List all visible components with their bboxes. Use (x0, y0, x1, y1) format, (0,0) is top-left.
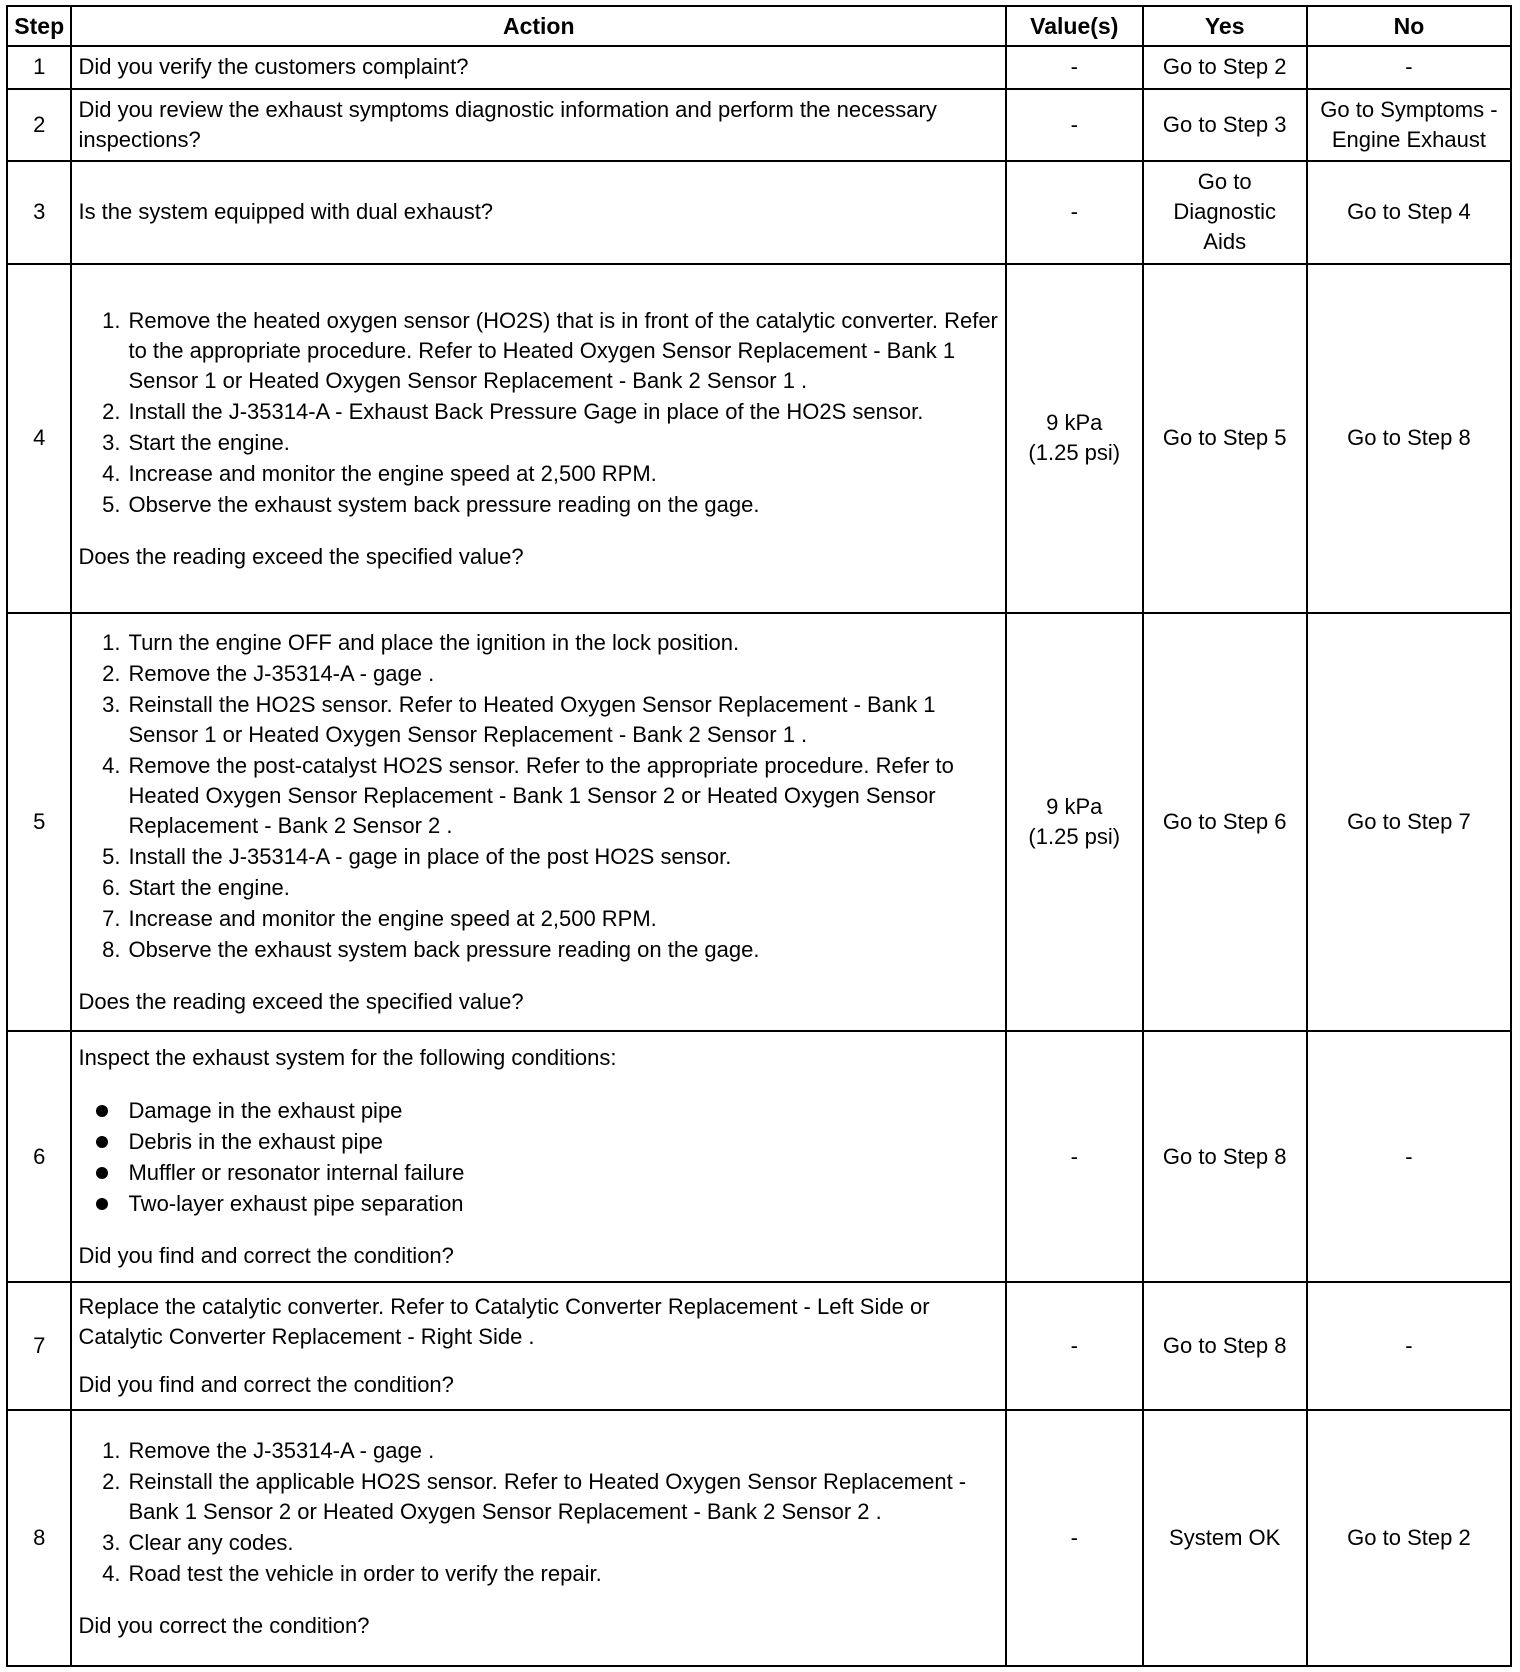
action-cell (71, 1282, 1006, 1410)
item-number: 6. (102, 875, 121, 901)
condition-list (78, 1095, 999, 1219)
step-number: 4 (7, 264, 71, 614)
item-text: Install the J-35314-A - Exhaust Back Pressure Gage in place of the HO2S sensor. (128, 398, 924, 424)
no-link[interactable]: Go to Step 7 (1307, 613, 1511, 1031)
yes-link[interactable]: Go to Diagnostic Aids (1143, 161, 1307, 263)
item-number: 7. (102, 906, 121, 932)
item-number: 1. (102, 1438, 121, 1463)
yes-link[interactable]: System OK (1143, 1410, 1307, 1666)
procedure-item (78, 1435, 999, 1466)
item-text: Observe the exhaust system back pressure reading on the gage. (128, 937, 760, 963)
item-text: Road test the vehicle in order to verify the repair. (128, 1561, 602, 1586)
item-number: 1. (102, 630, 121, 656)
header-values: Value(s) (1006, 6, 1142, 46)
yes-link[interactable]: Go to Step 8 (1143, 1282, 1307, 1410)
value-psi: (1.25 psi) (1028, 440, 1121, 466)
header-step: Step (7, 6, 71, 46)
table-row-step-6 (7, 1031, 1511, 1282)
step-number: 6 (7, 1031, 71, 1282)
no-link[interactable]: Go to Step 8 (1307, 264, 1511, 614)
header-action: Action (71, 6, 1006, 46)
procedure-item (78, 872, 999, 903)
table-row-step-1 (7, 46, 1511, 89)
procedure-item (78, 427, 999, 458)
no-cell: - (1307, 1031, 1511, 1282)
table-row-step-2 (7, 89, 1511, 162)
value-cell: - (1006, 1410, 1142, 1666)
item-text: Start the engine. (128, 429, 290, 455)
step-number: 2 (7, 89, 71, 162)
item-text: Install the J-35314-A - gage in place of the post HO2S sensor. (128, 844, 732, 870)
action-cell (71, 613, 1006, 1031)
no-link[interactable]: Go to Symptoms - Engine Exhaust (1307, 89, 1511, 162)
item-text: Observe the exhaust system back pressure reading on the gage. (128, 491, 760, 517)
item-number: 2. (102, 661, 121, 687)
table-row-step-7 (7, 1282, 1511, 1410)
no-cell: - (1307, 46, 1511, 89)
step-number: 3 (7, 161, 71, 263)
item-number: 4. (102, 753, 121, 779)
item-text: Reinstall the applicable HO2S sensor. Refer to Heated Oxygen Sensor Replacement - Bank 1 Sensor 2 or Heated Oxygen Sensor Replacement - Bank 2 Sensor 2 . (128, 1469, 967, 1524)
item-text: Remove the post-catalyst HO2S sensor. Refer to the appropriate procedure. Refer to Heated Oxygen Sensor Replacement - Bank 1 Sensor 2 or Heated Oxygen Sensor Replacement - Bank 2 Sensor 2 . (128, 753, 954, 839)
action-cell (71, 1031, 1006, 1282)
action-text: Did you verify the customers complaint? (71, 46, 1006, 89)
value-cell: - (1006, 1282, 1142, 1410)
item-number: 3. (102, 429, 121, 455)
step-number: 7 (7, 1282, 71, 1410)
procedure-item (78, 750, 999, 841)
procedure-item (78, 305, 999, 396)
item-text: Clear any codes. (128, 1530, 294, 1555)
item-number: 8. (102, 937, 121, 963)
item-number: 5. (102, 844, 121, 870)
header-no: No (1307, 6, 1511, 46)
table-row-step-5 (7, 613, 1511, 1031)
question-text: Does the reading exceed the specified value? (78, 543, 524, 569)
diagnostic-table (6, 5, 1512, 1667)
procedure-list (78, 1435, 999, 1589)
value-cell: - (1006, 161, 1142, 263)
procedure-item (78, 489, 999, 520)
item-number: 3. (102, 1530, 121, 1555)
intro-text: Inspect the exhaust system for the following conditions: (78, 1044, 617, 1070)
condition-item: Muffler or resonator internal failure (78, 1157, 999, 1188)
no-link[interactable]: Go to Step 4 (1307, 161, 1511, 263)
intro-text: Replace the catalytic converter. Refer to Catalytic Converter Replacement - Left Side or Catalytic Converter Replacement - Right Side . (78, 1294, 930, 1350)
yes-link[interactable]: Go to Step 6 (1143, 613, 1307, 1031)
value-psi: (1.25 psi) (1028, 824, 1121, 850)
condition-item: Debris in the exhaust pipe (78, 1126, 999, 1157)
item-text: Reinstall the HO2S sensor. Refer to Heated Oxygen Sensor Replacement - Bank 1 Sensor 1 or Heated Oxygen Sensor Replacement - Bank 2 Sensor 1 . (128, 692, 936, 748)
value-cell: - (1006, 89, 1142, 162)
table-row-step-4 (7, 264, 1511, 614)
procedure-item (78, 396, 999, 427)
item-number: 4. (102, 1561, 121, 1586)
value-cell: - (1006, 46, 1142, 89)
procedure-item (78, 458, 999, 489)
question-text: Does the reading exceed the specified value? (78, 989, 524, 1015)
procedure-item (78, 1466, 999, 1527)
item-number: 4. (102, 460, 121, 486)
table-row-step-8 (7, 1410, 1511, 1666)
action-cell (71, 1410, 1006, 1666)
table-row-step-3 (7, 161, 1511, 263)
action-text: Did you review the exhaust symptoms diagnostic information and perform the necessary inspections? (71, 89, 1006, 162)
question-text: Did you correct the condition? (78, 1613, 370, 1638)
step-number: 5 (7, 613, 71, 1031)
no-cell: - (1307, 1282, 1511, 1410)
procedure-list (78, 305, 999, 520)
item-number: 2. (102, 1469, 121, 1494)
yes-link[interactable]: Go to Step 2 (1143, 46, 1307, 89)
procedure-item (78, 934, 999, 965)
procedure-item (78, 1558, 999, 1589)
item-text: Remove the heated oxygen sensor (HO2S) that is in front of the catalytic converter. Refer to the appropriate procedure. Refer to Heated Oxygen Sensor Replacement - Bank 1 Sensor 1 or Heated Oxygen Sensor Replacement - Bank 2 Sensor 1 . (128, 307, 998, 393)
item-text: Increase and monitor the engine speed at 2,500 RPM. (128, 906, 657, 932)
question-text: Did you find and correct the condition? (78, 1372, 454, 1398)
item-number: 2. (102, 398, 121, 424)
action-text: Is the system equipped with dual exhaust? (71, 161, 1006, 263)
item-text: Start the engine. (128, 875, 290, 901)
item-number: 3. (102, 692, 121, 718)
item-number: 1. (102, 307, 121, 333)
yes-link[interactable]: Go to Step 8 (1143, 1031, 1307, 1282)
item-text: Remove the J-35314-A - gage . (128, 661, 435, 687)
action-cell (71, 264, 1006, 614)
procedure-item (78, 658, 999, 689)
item-text: Increase and monitor the engine speed at 2,500 RPM. (128, 460, 657, 486)
value-kpa: 9 kPa (1046, 794, 1103, 820)
value-cell: - (1006, 1031, 1142, 1282)
item-text: Remove the J-35314-A - gage . (128, 1438, 435, 1463)
header-row (7, 6, 1511, 46)
value-kpa: 9 kPa (1046, 410, 1103, 436)
step-number: 8 (7, 1410, 71, 1666)
value-cell (1006, 264, 1142, 614)
no-link[interactable]: Go to Step 2 (1307, 1410, 1511, 1666)
yes-link[interactable]: Go to Step 5 (1143, 264, 1307, 614)
step-number: 1 (7, 46, 71, 89)
procedure-item (78, 627, 999, 658)
procedure-item (78, 1527, 999, 1558)
procedure-item (78, 903, 999, 934)
yes-link[interactable]: Go to Step 3 (1143, 89, 1307, 162)
condition-item: Damage in the exhaust pipe (78, 1095, 999, 1126)
question-text: Did you find and correct the condition? (78, 1242, 454, 1268)
item-text: Turn the engine OFF and place the ignition in the lock position. (128, 630, 740, 656)
item-number: 5. (102, 491, 121, 517)
value-cell (1006, 613, 1142, 1031)
condition-item: Two-layer exhaust pipe separation (78, 1188, 999, 1219)
procedure-item (78, 689, 999, 750)
procedure-list (78, 627, 999, 965)
procedure-item (78, 841, 999, 872)
header-yes: Yes (1143, 6, 1307, 46)
